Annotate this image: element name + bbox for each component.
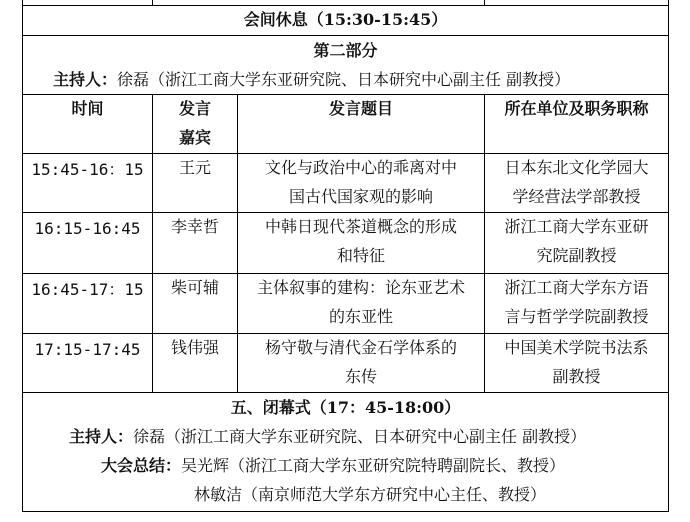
table-row-time: 16:15-16:45: [34, 219, 141, 238]
table-row-time: 16:45-17：15: [31, 280, 144, 299]
table-row-affiliation: 浙江工商大学东方语 言与哲学学院副教授: [504, 278, 649, 326]
program-table: [22, 0, 669, 512]
table-row-affiliation: 浙江工商大学东亚研 究院副教授: [504, 217, 649, 265]
header-affiliation: 所在单位及职务职称: [504, 99, 649, 118]
table-row-topic: 中韩日现代茶道概念的形成 和特征: [264, 217, 457, 265]
summary-line: [101, 451, 565, 480]
header-topic: 发言题目: [328, 99, 393, 118]
table-row-topic: 杨守敬与清代金石学体系的 东传: [264, 338, 457, 386]
table-row-topic: 文化与政治中心的乖离对中 国古代国家观的影响: [264, 158, 457, 206]
table-row-speaker: 柴可辅: [170, 278, 219, 297]
table-row-speaker: 钱伟强: [170, 338, 219, 357]
closing-host-line: [69, 422, 586, 451]
host-label: 主持人：: [53, 70, 118, 89]
table-row-time: 17:15-17:45: [34, 340, 141, 359]
closing-title: 五、闭幕式（17：45-18:00）: [230, 398, 461, 417]
host-value: 徐磊（浙江工商大学东亚研究院、日本研究中心副主任 副教授）: [117, 70, 571, 89]
table-row-time: 15:45-16：15: [31, 160, 144, 179]
table-row-affiliation: 中国美术学院书法系 副教授: [504, 338, 649, 386]
header-time: 时间: [71, 99, 104, 118]
part-host-line: [53, 65, 570, 94]
table-row-affiliation: 日本东北文化学园大 学经营法学部教授: [504, 158, 649, 206]
break-row: 会间休息（15:30-15:45）: [243, 10, 448, 29]
table-row-speaker: 王元: [178, 158, 211, 177]
summary-speaker-2: 林敏洁（南京师范大学东方研究中心主任、教授）: [194, 485, 547, 504]
table-row-topic: 主体叙事的建构：论东亚艺术 的东亚性: [256, 278, 465, 326]
part-title: 第二部分: [313, 41, 378, 60]
host-value: 徐磊（浙江工商大学东亚研究院、日本研究中心副主任 副教授）: [133, 427, 587, 446]
summary-label: 大会总结：: [101, 456, 182, 475]
summary-speaker-1: 吴光辉（浙江工商大学东亚研究院特聘副院长、教授）: [181, 456, 566, 475]
table-row-speaker: 李幸哲: [170, 217, 219, 236]
host-label: 主持人：: [69, 427, 134, 446]
header-speaker: 发言 嘉宾: [178, 99, 211, 147]
